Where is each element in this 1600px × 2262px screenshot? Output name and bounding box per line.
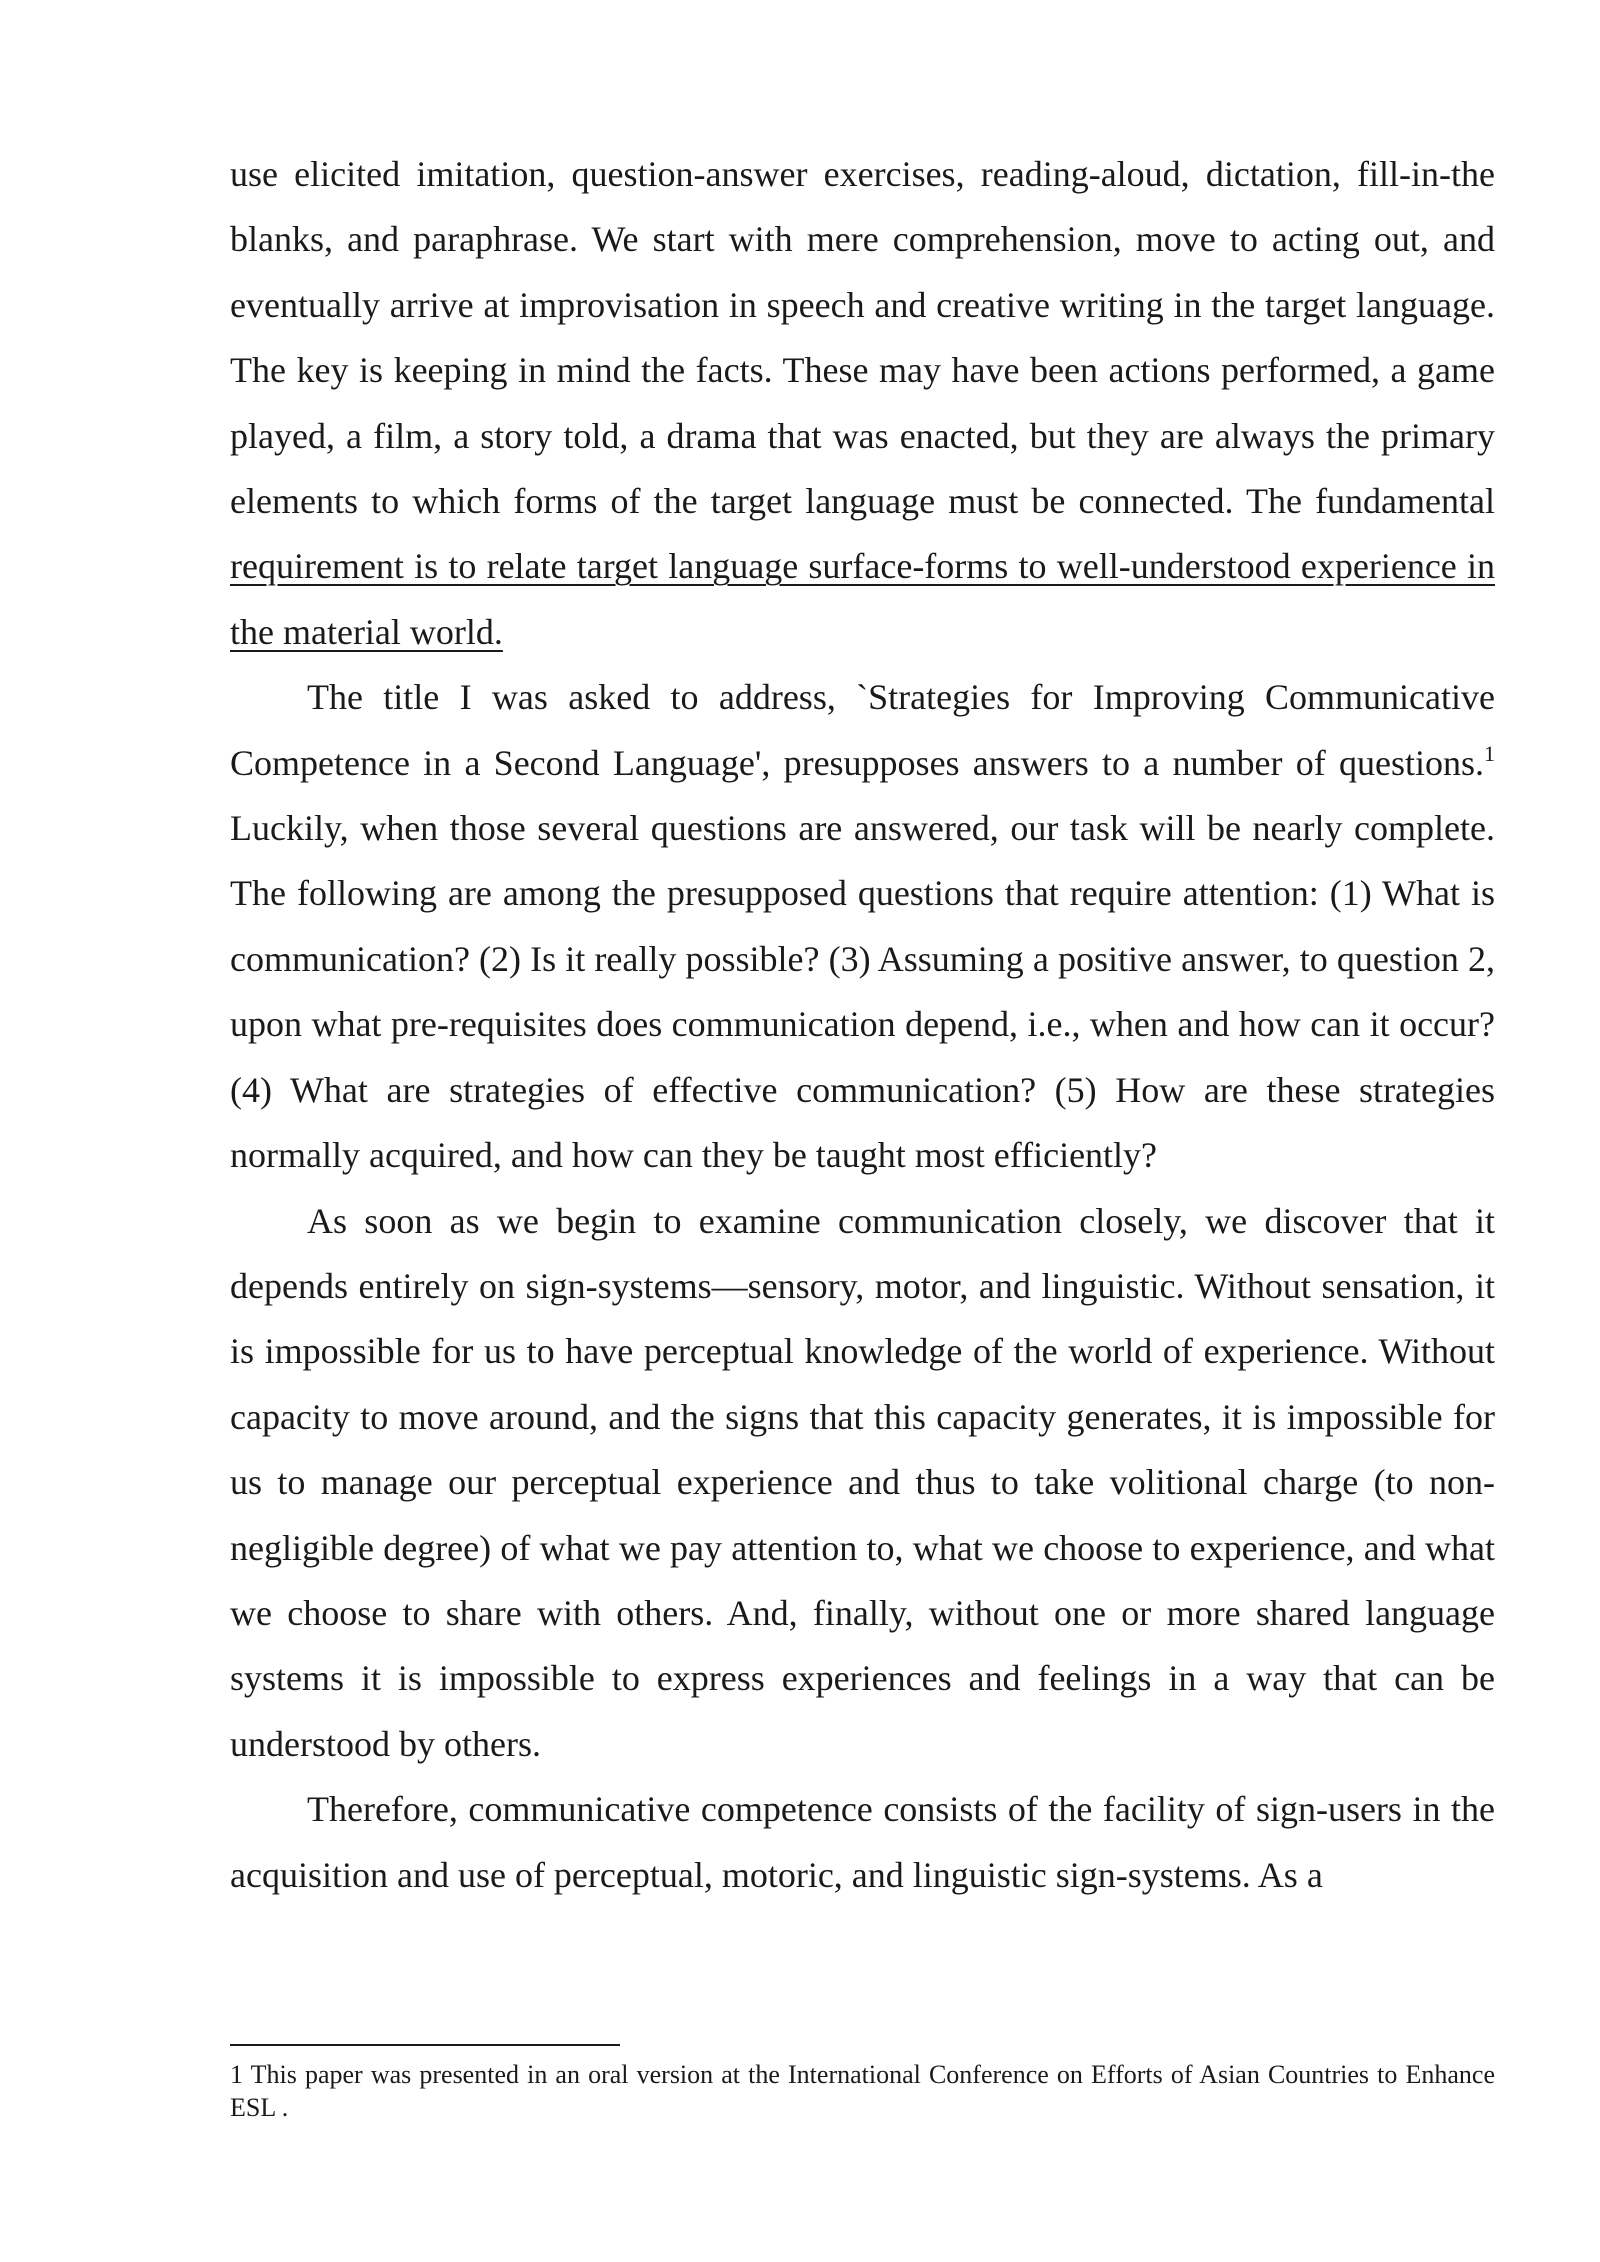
- paragraph-1-text: use elicited imitation, question-answer exercises, reading-aloud, dictation, fill-in-the blanks, and paraphrase. We start with mere comprehension, move to acting out, and eventually arrive at improvisation in speech and creative writing in the target language. The key is keeping in mind the facts. These may have been actions performed, a game played, a film, a story told, a drama that was enacted, but they are always the primary elements to which forms of the target language must be connected. The fundamental: [230, 154, 1495, 522]
- underlined-requirement-text: requirement is to relate target language surface-forms to well-understood experience in the material world.: [230, 546, 1495, 652]
- paragraph-1: [230, 142, 1495, 665]
- paragraph-2: [230, 665, 1495, 1188]
- paragraph-2-text-start: The title I was asked to address, `Strategies for Improving Communicative Competence in a Second Language', presupposes answers to a number of questions.: [230, 677, 1495, 783]
- footnote-text: 1 This paper was presented in an oral version at the International Conference on Efforts of Asian Countries to Enhance ESL .: [230, 2060, 1495, 2122]
- footnote-separator: [230, 2044, 620, 2046]
- paragraph-2-text-end: Luckily, when those several questions are answered, our task will be nearly complete. The following are among the presupposed questions that require attention: (1) What is communication? (2) Is it really possible? (3) Assuming a positive answer, to question 2, upon what pre-requisites does communication depend, i.e., when and how can it occur? (4) What are strategies of effective communication? (5) How are these strategies normally acquired, and how can they be taught most efficiently?: [230, 808, 1495, 1176]
- body-text: [230, 142, 1495, 1908]
- paragraph-4: Therefore, communicative competence consists of the facility of sign-users in the acquisition and use of perceptual, motoric, and linguistic sign-systems. As a: [230, 1789, 1495, 1895]
- paragraph-3: As soon as we begin to examine communication closely, we discover that it depends entirely on sign-systems—sensory, motor, and linguistic. Without sensation, it is impossible for us to have perceptual knowledge of the world of experience. Without capacity to move around, and the signs that this capacity generates, it is impossible for us to manage our perceptual experience and thus to take volitional charge (to non-negligible degree) of what we pay attention to, what we choose to experience, and what we choose to share with others. And, finally, without one or more shared language systems it is impossible to express experiences and feelings in a way that can be understood by others.: [230, 1200, 1495, 1764]
- footnote-reference[interactable]: 1: [1484, 740, 1495, 766]
